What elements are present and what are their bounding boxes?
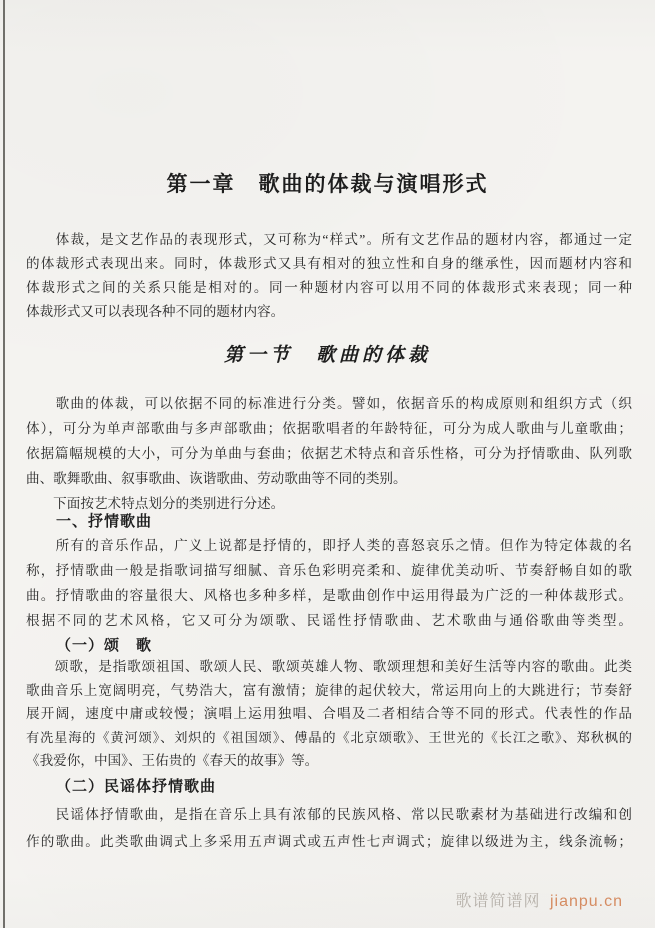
watermark xyxy=(455,888,623,911)
watermark-site-url: jianpu.cn xyxy=(549,893,623,910)
chapter-title: 第一章 歌曲的体裁与演唱形式 xyxy=(166,173,489,196)
section-title: 第一节 歌曲的体裁 xyxy=(223,345,431,366)
text-line: 下面按艺术特点划分的类别进行分述。 xyxy=(26,496,285,511)
text-line: 有冼星海的《黄河颂》、刘炽的《祖国颂》、傅晶的《北京颂歌》、王世光的《长江之歌》、郑秋枫的 xyxy=(26,729,632,745)
paragraph-ode xyxy=(26,655,632,773)
text-line: 体裁形式又可以表现各种不同的题材内容。 xyxy=(26,304,285,319)
paragraph-folk-lyric xyxy=(26,801,632,855)
paragraph-intro xyxy=(26,228,632,324)
text-line: 歌曲音乐上宽阔明亮，气势浩大，富有激情；旋律的起伏较大，常运用向上的大跳进行；节奏舒 xyxy=(26,682,632,698)
text-line: 体裁，是文艺作品的表现形式，又可称为“样式”。所有文艺作品的题材内容，都通过一定 xyxy=(26,232,632,247)
heading-lyric-songs: 一、抒情歌曲 xyxy=(56,513,153,530)
heading-ode: （一）颂 歌 xyxy=(56,637,153,654)
watermark-site-name: 歌谱简谱网 xyxy=(455,893,541,910)
text-line: 称，抒情歌曲一般是指歌词描写细腻、音乐色彩明亮柔和、旋律优美动听、节奏舒畅自如的歌 xyxy=(26,563,632,578)
text-line: 所有的音乐作品，广义上说都是抒情的，即抒人类的喜怒哀乐之情。但作为特定体裁的名 xyxy=(26,538,632,553)
text-line: 作的歌曲。此类歌曲调式上多采用五声调式或五声性七声调式；旋律以级进为主，线条流畅； xyxy=(26,834,632,849)
text-line: 《我爱你，中国》、王佑贵的《春天的故事》等。 xyxy=(26,753,319,768)
text-line: 颂歌，是指歌颂祖国、歌颂人民、歌颂英雄人物、歌颂理想和美好生活等内容的歌曲。此类 xyxy=(26,659,632,674)
text-line: 曲。抒情歌曲的容量很大、风格也多种多样，是歌曲创作中运用得最为广泛的一种体裁形式。 xyxy=(26,588,632,603)
text-line: 依据篇幅规模的大小，可分为单曲与套曲；依据艺术特点和音乐性格，可分为抒情歌曲、队列歌 xyxy=(26,446,632,461)
text-line: 体），可分为单声部歌曲与多声部歌曲；依据歌唱者的年龄特征，可分为成人歌曲与儿童歌曲； xyxy=(26,421,632,436)
text-line: 展开阔，速度中庸或较慢；演唱上运用独唱、合唱及二者相结合等不同的形式。代表性的作品 xyxy=(26,706,632,721)
page-spine-edge xyxy=(3,0,5,928)
text-line: 民谣体抒情歌曲，是指在音乐上具有浓郁的民族风格、常以民歌素材为基础进行改编和创 xyxy=(26,807,632,822)
text-line: 歌曲的体裁，可以依据不同的标准进行分类。譬如，依据音乐的构成原则和组织方式（织 xyxy=(26,396,632,411)
text-line: 的体裁形式表现出来。同时，体裁形式又具有相对的独立性和自身的继承性，因而题材内容和 xyxy=(26,256,632,271)
heading-folk-lyric: （二）民谣体抒情歌曲 xyxy=(56,778,217,795)
text-line: 曲、歌舞歌曲、叙事歌曲、诙谐歌曲、劳动歌曲等不同的类别。 xyxy=(26,471,407,486)
text-line: 根据不同的艺术风格，它又可分为颂歌、民谣性抒情歌曲、艺术歌曲与通俗歌曲等类型。 xyxy=(26,613,632,628)
paragraph-lyric-songs xyxy=(26,533,632,633)
paragraph-classification xyxy=(26,391,632,491)
text-line: 体裁形式之间的关系只能是相对的。同一种题材内容可以用不同的体裁形式来表现；同一种 xyxy=(26,280,632,295)
